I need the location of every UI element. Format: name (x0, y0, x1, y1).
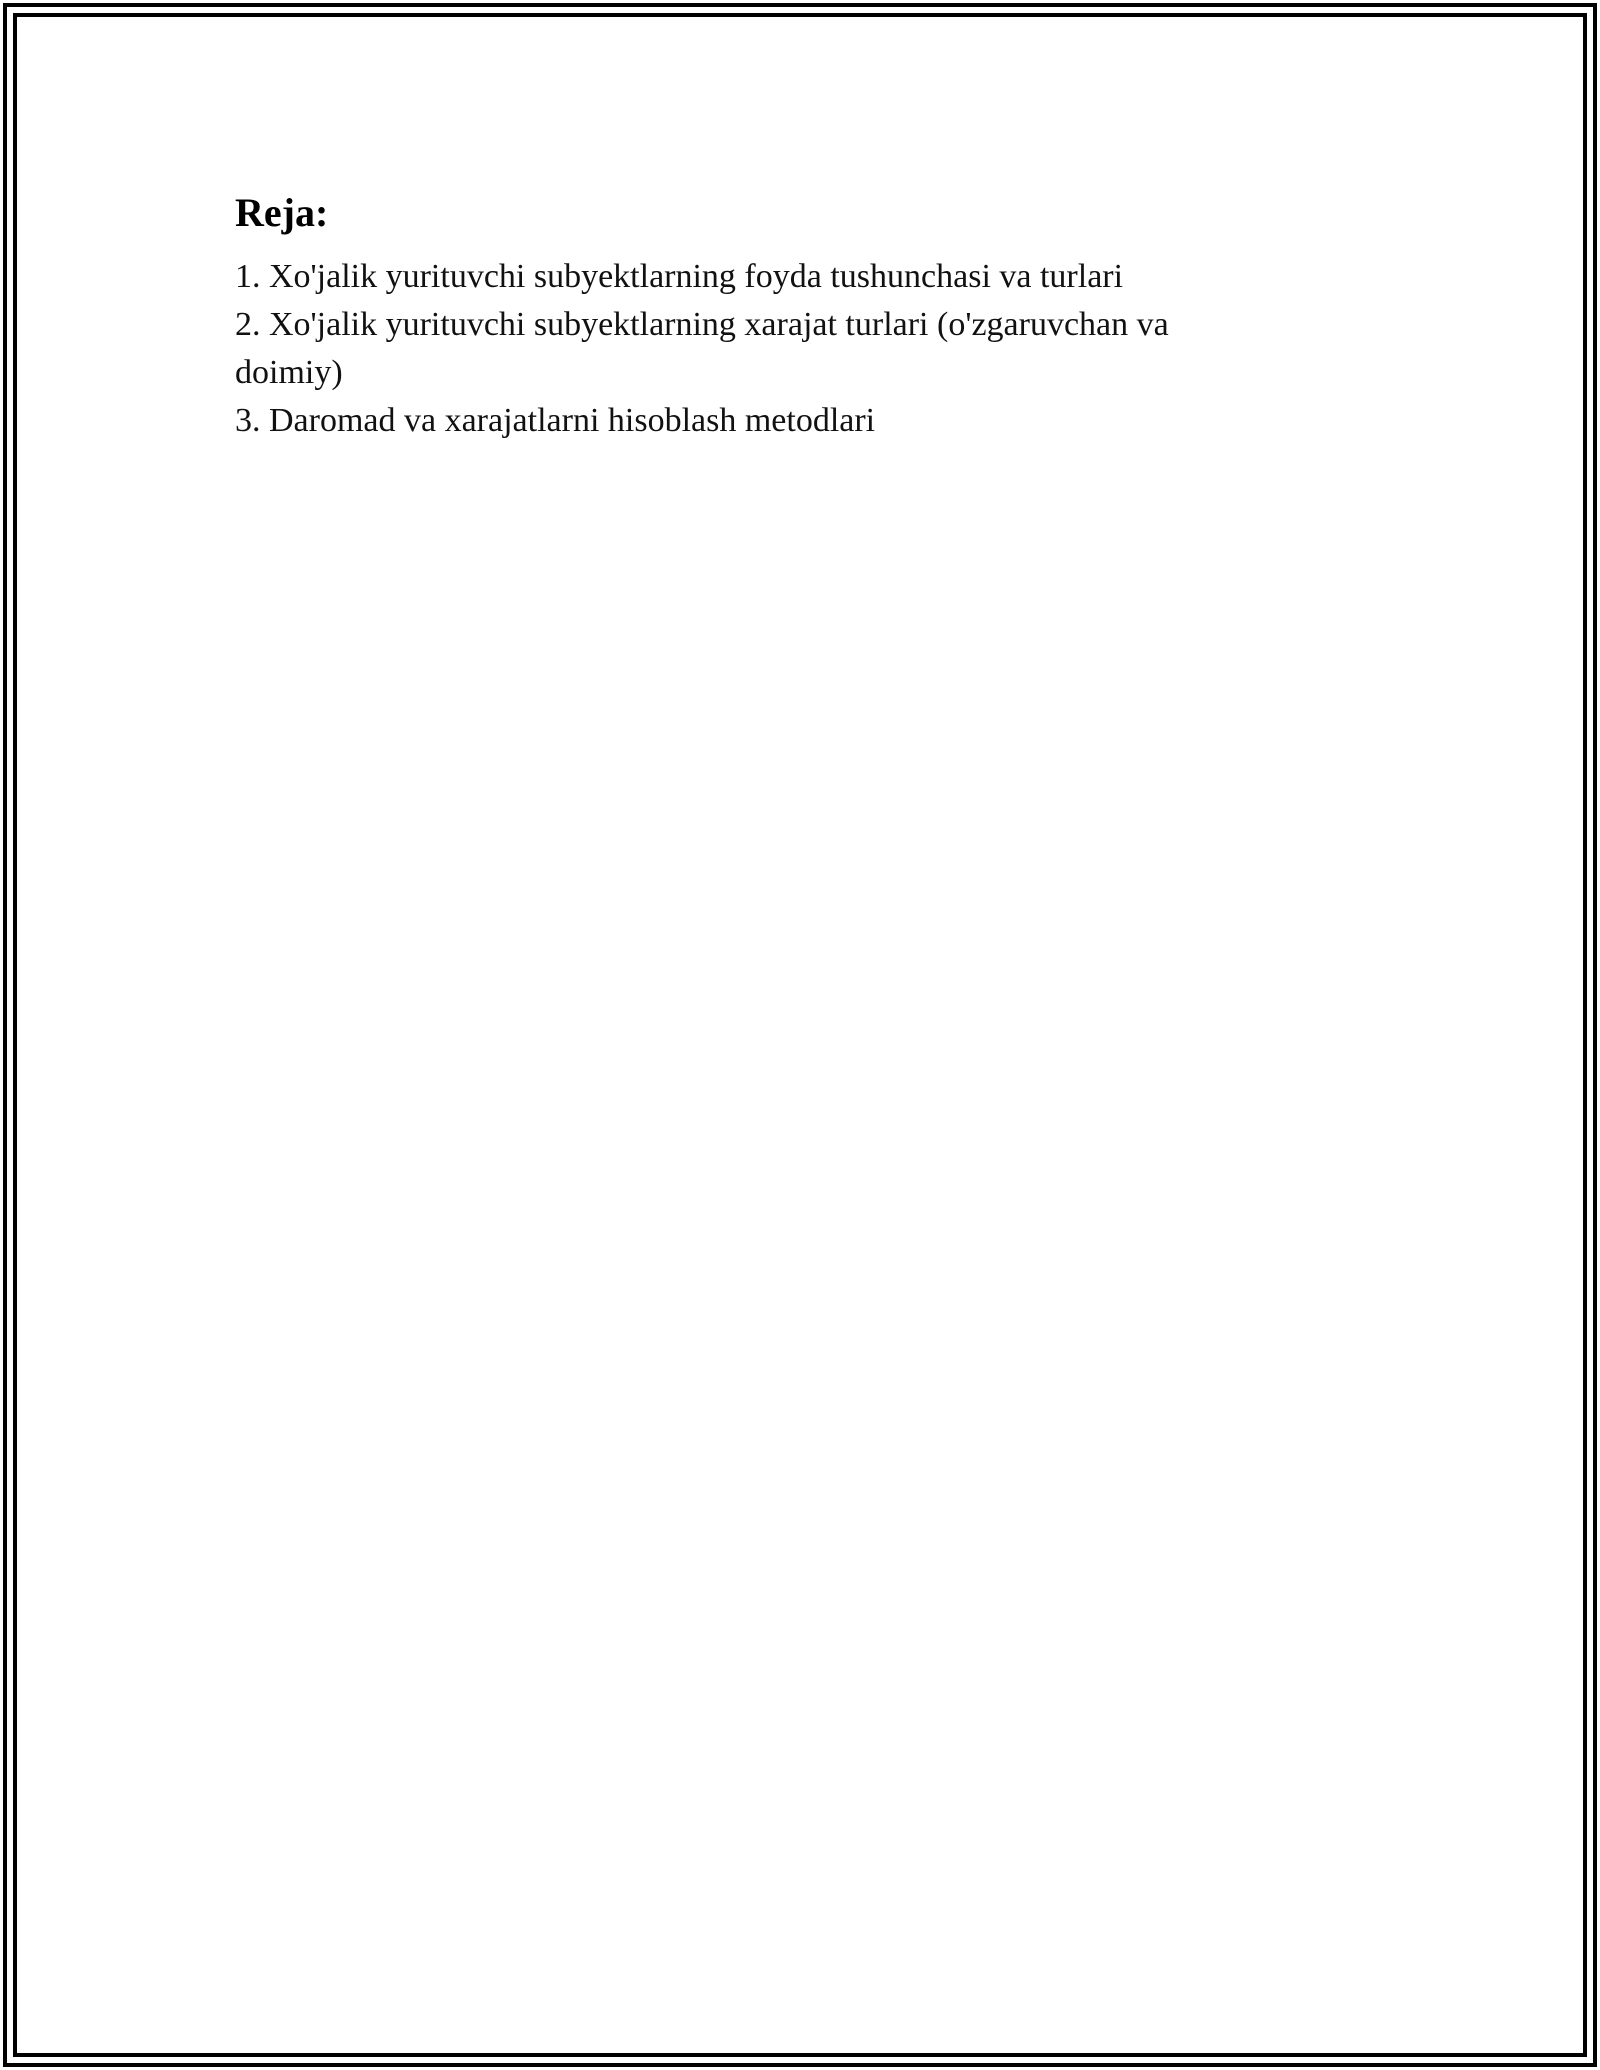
page-content (235, 185, 1355, 445)
plan-item-3: 3. Daromad va xarajatlarni hisoblash metodlari (235, 402, 876, 439)
plan-list (235, 253, 1255, 445)
plan-item-1: 1. Xo'jalik yurituvchi subyektlarning foyda tushunchasi va turlari (235, 258, 1124, 295)
plan-heading: Reja: (235, 190, 329, 235)
plan-item-2: 2. Xo'jalik yurituvchi subyektlarning xarajat turlari (o'zgaruvchan va doimiy) (235, 306, 1169, 391)
